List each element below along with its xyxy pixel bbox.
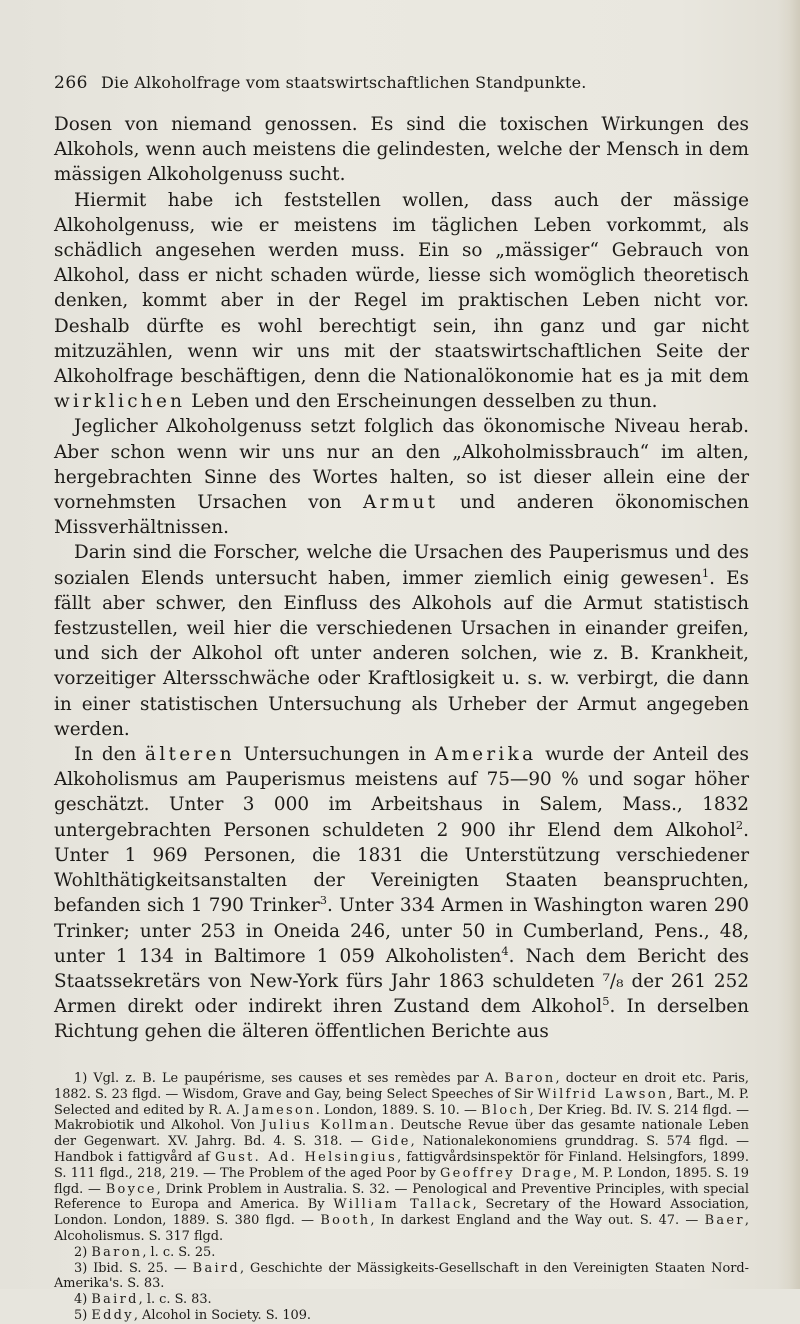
footnote-5-text: , Alcohol in Society. S. 109.: [133, 1307, 312, 1323]
author-name: Baird: [91, 1292, 139, 1308]
paragraph-4-text-end: . Es fällt aber schwer, den Einfluss des Alkohols auf die Armut statistisch festzustellen, weil hier die verschiedenen Ursachen in einander greifen, und sich der Alkohol oft unter anderen solchen, wie z. B. Krankheit, vorzeitiger Altersschwäche oder Kraftlosigkeit u. s. w. verbirgt, die dann in einer statistischen Untersuchung als Urheber der Armut angegeben werden.: [54, 567, 749, 740]
footnote-1-text: 1) Vgl. z. B. Le paupérisme, ses causes et ses remèdes par A.: [74, 1071, 499, 1086]
paragraph-3-text: Jeglicher Alkoholgenuss setzt folglich das ökonomische Niveau herab. Aber schon wenn wir uns nur an den „Alkoholmissbrauch“ im alten, hergebrachten Sinne des Wortes halten, so ist dieser allein eine der vornehmsten Ursachen von: [54, 416, 749, 514]
emphasis-wirklichen: wirklichen: [54, 391, 186, 413]
footnotes: [54, 1071, 749, 1324]
paragraph-5-text-d: . Unter 1 969 Personen, die 1831 die Unterstützung verschiedener Wohlthätigkeitsanstalten der Vereinigten Staaten beanspruchten, befanden sich 1 790 Trinker: [54, 819, 749, 917]
footnote-1-text: . Deutsche Revue über das gesamte nationale Leben der Gegenwart. XV. Jahrg. Bd. 4. S. 318. —: [54, 1118, 749, 1150]
author-name: Wilfrid Lawson: [537, 1086, 669, 1102]
footnote-2: [54, 1245, 749, 1261]
footnote-1-text: , Nationalekonomiens grunddrag. S. 574 flgd. — Handbok i fattigvård af: [54, 1134, 749, 1165]
paragraph-5-text-c: wurde der Anteil des Alkoholismus am Pauperismus meistens auf 75—90 % und sogar höher geschätzt. Unter 3 000 im Arbeitshaus in Salem, Mass., 1832 untergebrachten Personen schuldeten 2 900 ihr Elend dem Alkohol: [54, 744, 749, 841]
footnote-1-text: , Der Krieg. Bd. IV. S. 214 flgd. — Makrobiotik und Alkohol. Von: [54, 1102, 749, 1134]
footnote-ref-4: 4: [501, 943, 509, 958]
author-name: Jameson: [244, 1102, 316, 1118]
footnote-4: [54, 1292, 749, 1308]
paragraph-3: [54, 414, 749, 540]
footnote-1-text: , M. P. London, 1895. S. 19 flgd. —: [54, 1165, 749, 1197]
author-name: Julius Kollman: [261, 1118, 391, 1134]
footnote-1-text: , Drink Problem in Australia. S. 32. — Penological and Preventive Principles, with special Reference to Europa and America. By: [54, 1181, 749, 1213]
footnote-1-text: , In darkest England and the Way out. S. 47. —: [370, 1213, 699, 1229]
paragraph-5-text-h: . In derselben Richtung gehen die älteren öffentlichen Berichte aus: [54, 996, 749, 1043]
page-header: [54, 73, 744, 97]
footnote-5-number: 5): [74, 1307, 88, 1323]
paragraph-1: [54, 112, 749, 188]
footnote-ref-1: 1: [701, 565, 710, 580]
paragraph-5-text-b: Untersuchungen in: [243, 744, 427, 766]
footnote-ref-3: 3: [319, 893, 328, 908]
paragraph-3-text-end: und anderen ökonomischen Missverhältnissen.: [54, 492, 749, 539]
emphasis-armut: Armut: [363, 492, 439, 514]
footnote-3-text: 3) Ibid. S. 25. —: [74, 1260, 187, 1276]
fraction-seven-eighths: ⁷/₈: [602, 970, 624, 992]
author-name: Baer: [704, 1213, 745, 1229]
footnote-1-text: , fattigvårdsinspektör för Finland. Helsingfors, 1899. S. 111 flgd., 218, 219. — The Problem of the aged Poor by: [54, 1149, 749, 1181]
footnote-2-number: 2): [74, 1244, 88, 1260]
footnote-2-text: , l. c. S. 25.: [142, 1244, 216, 1260]
footnote-ref-2: 2: [735, 817, 744, 832]
footnote-1-text: , Secretary of the Howard Association, London. London, 1889. S. 380 flgd. —: [54, 1197, 750, 1229]
footnote-1: [54, 1071, 749, 1245]
paragraph-2-text: Hiermit habe ich feststellen wollen, dass auch der mässige Alkoholgenuss, wie er meistens im täglichen Leben vorkommt, als schädlich angesehen werden muss. Ein so „mässiger“ Gebrauch von Alkohol, dass er nicht schaden würde, liesse sich womöglich theoretisch denken, kommt aber in der Regel im praktischen Leben nicht vor. Deshalb dürfte es wohl berechtigt sein, ihn ganz und gar nicht mitzuzählen, wenn wir uns mit der staatswirtschaftlichen Seite der Alkoholfrage beschäftigen, denn die Nationalökonomie hat es ja mit dem: [54, 189, 749, 388]
footnote-ref-5: 5: [602, 993, 610, 1008]
footnote-1-text: , Alcoholismus. S. 317 flgd.: [54, 1213, 749, 1244]
paragraph-5-text-f: . Nach dem Bericht des Staatssekretärs von New-York fürs Jahr 1863 schuldeten: [54, 945, 749, 992]
paragraph-5-text-g: der 261 252 Armen direkt oder indirekt ihren Zustand dem Alkohol: [54, 970, 749, 1018]
paragraph-2-text-end: Leben und den Erscheinungen desselben zu thun.: [191, 391, 658, 413]
paragraph-4: [54, 540, 749, 742]
paragraph-5-text-e: . Unter 334 Armen in Washington waren 290 Trinker; unter 253 in Oneida 246, unter 50 in Cumberland, Pens., 48, unter 1 134 in Baltimore 1 059 Alkoholisten: [54, 895, 749, 967]
footnote-1-text: . London, 1889. S. 10. —: [315, 1102, 477, 1118]
footnote-3-text: , Geschichte der Mässigkeits-Gesellschaft in den Vereinigten Staaten Nord-Amerika's. S. 83.: [54, 1260, 749, 1292]
author-name: Eddy: [91, 1307, 134, 1323]
footnote-4-text: , l. c. S. 83.: [138, 1292, 212, 1308]
author-name: Baron: [504, 1071, 556, 1086]
author-name: Baird: [192, 1260, 240, 1276]
page-edge-shadow: [778, 0, 800, 1289]
page-number: 266: [54, 73, 88, 93]
paragraph-2: [54, 188, 749, 415]
footnote-1-text: , Bart., M. P. Selected and edited by R. A.: [54, 1086, 749, 1118]
footnote-5: [54, 1308, 749, 1324]
emphasis-amerika: Amerika: [434, 744, 537, 766]
emphasis-aelteren: älteren: [145, 744, 235, 766]
author-name: Boyce: [105, 1181, 157, 1197]
author-name: Gust. Ad. Helsingius: [214, 1149, 398, 1165]
author-name: Geoffrey Drage: [440, 1165, 574, 1181]
paragraph-5-text: In den: [74, 744, 137, 766]
paragraph-1-text: Dosen von niemand genossen. Es sind die toxischen Wirkungen des Alkohols, wenn auch meistens die gelindesten, welche der Mensch in dem mässigen Alkoholgenuss sucht.: [54, 114, 749, 186]
body-text: [54, 112, 749, 1045]
paragraph-5: [54, 742, 749, 1044]
paragraph-4-text: Darin sind die Forscher, welche die Ursachen des Pauperismus und des sozialen Elends untersucht haben, immer ziemlich einig gewesen: [54, 542, 749, 589]
author-name: Baron: [91, 1244, 143, 1260]
author-name: Gide: [371, 1134, 411, 1150]
running-head: Die Alkoholfrage vom staatswirtschaftlichen Standpunkte.: [101, 73, 587, 92]
author-name: Bloch: [481, 1102, 530, 1118]
author-name: Booth: [320, 1213, 371, 1229]
footnote-4-number: 4): [74, 1292, 88, 1308]
author-name: William Tallack: [333, 1197, 473, 1213]
footnote-1-text: , docteur en droit etc. Paris, 1882. S. 23 flgd. — Wisdom, Grave and Gay, being Select Speeches of Sir: [54, 1071, 749, 1102]
footnote-3: [54, 1261, 749, 1293]
